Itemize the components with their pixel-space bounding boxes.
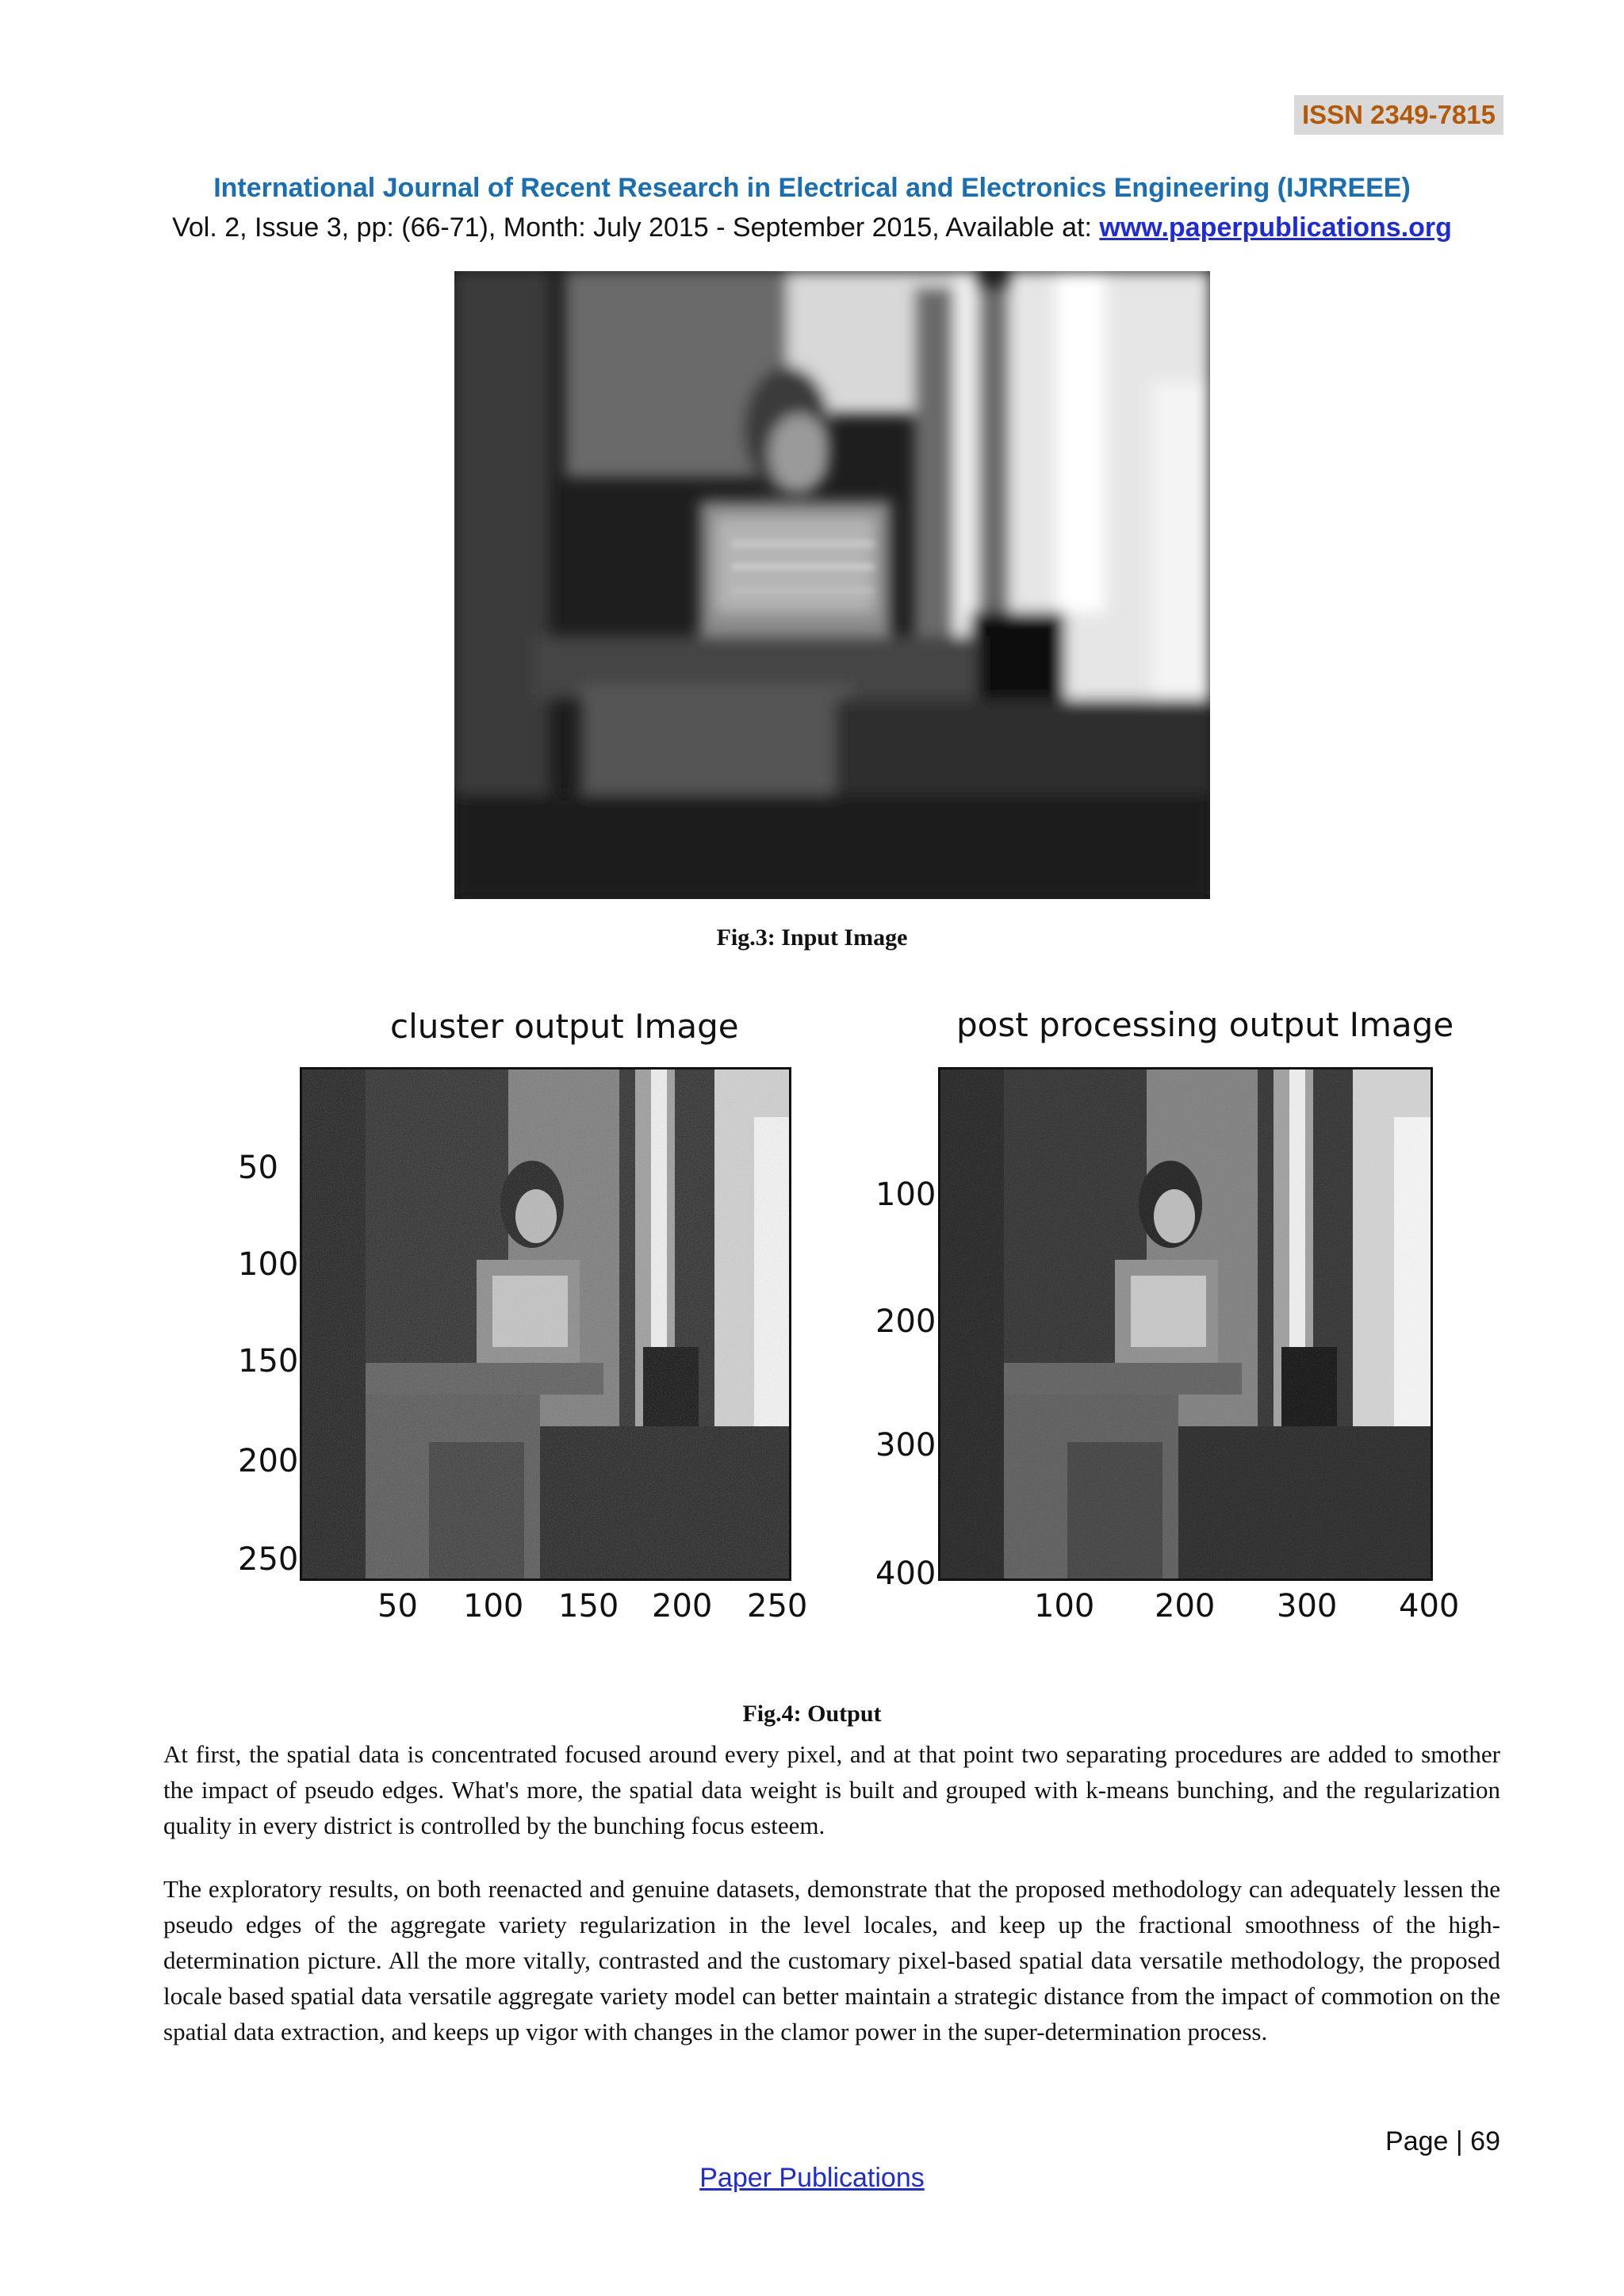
x-tick-label: 250 (747, 1588, 808, 1624)
issn-badge: ISSN 2349-7815 (1294, 95, 1503, 135)
input-image (454, 271, 1210, 899)
publisher-link[interactable]: Paper Publications (699, 2163, 925, 2193)
y-tick-label: 100 (238, 1246, 299, 1283)
body-paragraph: The exploratory results, on both reenacted and genuine datasets, demonstrate that the proposed methodology can adequately lessen the pseudo edges of the aggregate variety regularization in the level locales, and keep up the fractional smoothness of the high-determination picture. All the more vitally, contrasted and the customary pixel-based spatial data versatile methodology, the proposed locale based spatial data versatile aggregate variety model can better maintain a strategic distance from the impact of commotion on the spatial data extraction, and keeps up vigor with changes in the clamor power in the super-determination process. (163, 1875, 1500, 2045)
body-paragraph: At first, the spatial data is concentrated focused around every pixel, and at that point two separating procedures are added to smother the impact of pseudo edges. What's more, the spatial data weight is built and grouped with k-means bunching, and the regularization quality in every district is controlled by the bunching focus esteem. (163, 1740, 1500, 1839)
cluster-plot-title: cluster output Image (390, 1007, 739, 1046)
post-processing-output-image (938, 1067, 1433, 1581)
x-tick-label: 50 (377, 1588, 418, 1624)
y-tick-label: 300 (875, 1427, 936, 1464)
fig3-caption: Fig.3: Input Image (716, 924, 908, 951)
cluster-output-image (300, 1067, 791, 1581)
y-tick-label: 100 (875, 1177, 936, 1213)
x-tick-label: 150 (558, 1588, 619, 1624)
x-tick-label: 200 (1155, 1588, 1216, 1624)
volume-line (0, 212, 1624, 243)
x-tick-label: 300 (1277, 1588, 1338, 1624)
y-tick-label: 150 (238, 1343, 299, 1380)
x-tick-label: 400 (1399, 1588, 1460, 1624)
x-tick-label: 200 (652, 1588, 713, 1624)
fig4-caption: Fig.4: Output (742, 1701, 882, 1727)
page-number: Page | 69 (1385, 2126, 1500, 2156)
y-tick-label: 50 (238, 1150, 278, 1186)
x-tick-label: 100 (463, 1588, 524, 1624)
post-processing-plot-title: post processing output Image (956, 1005, 1454, 1044)
y-tick-label: 250 (238, 1541, 299, 1578)
journal-title: International Journal of Recent Research in Electrical and Electronics Engineering (IJRREEE) (213, 173, 1411, 203)
y-tick-label: 400 (875, 1556, 936, 1592)
y-tick-label: 200 (238, 1443, 299, 1479)
journal-website-link[interactable]: www.paperpublications.org (1099, 212, 1452, 243)
y-tick-label: 200 (875, 1303, 936, 1340)
x-tick-label: 100 (1034, 1588, 1095, 1624)
volume-info: Vol. 2, Issue 3, pp: (66-71), Month: July 2015 - September 2015, Available at: (172, 212, 1100, 243)
